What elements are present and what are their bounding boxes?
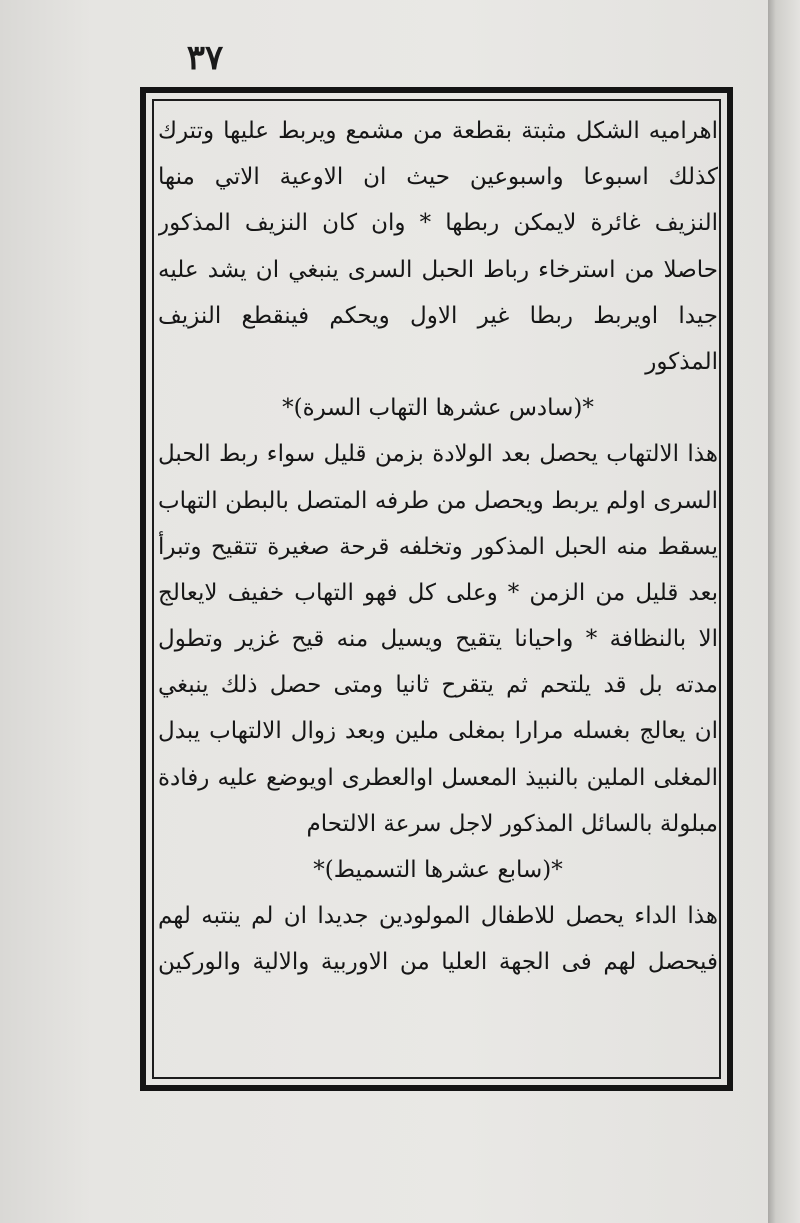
section-heading: *(سابع عشرها التسميط)*	[313, 857, 563, 883]
text-line: المذكور	[645, 348, 718, 375]
text-line: بعد قليل من الزمن * وعلى كل فهو التهاب خفيف لايعالج	[158, 579, 718, 606]
text-line: يسقط منه الحبل المذكور وتخلفه قرحة صغيرة تتقيح وتبرأ	[158, 533, 718, 560]
arabic-text-block	[158, 108, 718, 1068]
text-line: الا بالنظافة * واحيانا يتقيح ويسيل منه قيح غزير وتطول	[158, 626, 718, 653]
page-edge-shadow	[768, 0, 800, 1223]
page-number: ٣٧	[186, 38, 224, 78]
text-line: السرى اولم يربط ويحصل من طرفه المتصل بالبطن التهاب	[158, 487, 718, 514]
text-line: كذلك اسبوعا واسبوعين حيث ان الاوعية الاتي منها	[158, 164, 718, 191]
text-line: المغلى الملين بالنبيذ المعسل اوالعطرى اويوضع عليه رفادة	[158, 764, 718, 791]
text-line: مبلولة بالسائل المذكور لاجل سرعة الالتحام	[306, 810, 718, 837]
text-line: ان يعالج بغسله مرارا بمغلى ملين وبعد زوال الالتهاب يبدل	[158, 718, 718, 745]
text-line: مدته بل قد يلتحم ثم يتقرح ثانيا ومتى حصل ذلك ينبغي	[158, 672, 718, 699]
text-line: هذا الالتهاب يحصل بعد الولادة بزمن قليل سواء ربط الحبل	[158, 441, 718, 468]
text-line: النزيف غائرة لايمكن ربطها * وان كان النزيف المذكور	[158, 210, 718, 237]
section-heading: *(سادس عشرها التهاب السرة)*	[282, 395, 594, 422]
text-line: هذا الداء يحصل للاطفال المولودين جديدا ان لم ينتبه لهم	[158, 903, 718, 930]
text-line: حاصلا من استرخاء رباط الحبل السرى ينبغي ان يشد عليه	[158, 256, 718, 283]
text-line: اهراميه الشكل مثبتة بقطعة من مشمع ويربط عليها وتترك	[158, 118, 718, 144]
text-line: فيحصل لهم فى الجهة العليا من الاوربية والالية والوركين	[158, 949, 718, 976]
text-line: جيدا اويربط ربطا غير الاول ويحكم فينقطع النزيف	[158, 302, 718, 329]
